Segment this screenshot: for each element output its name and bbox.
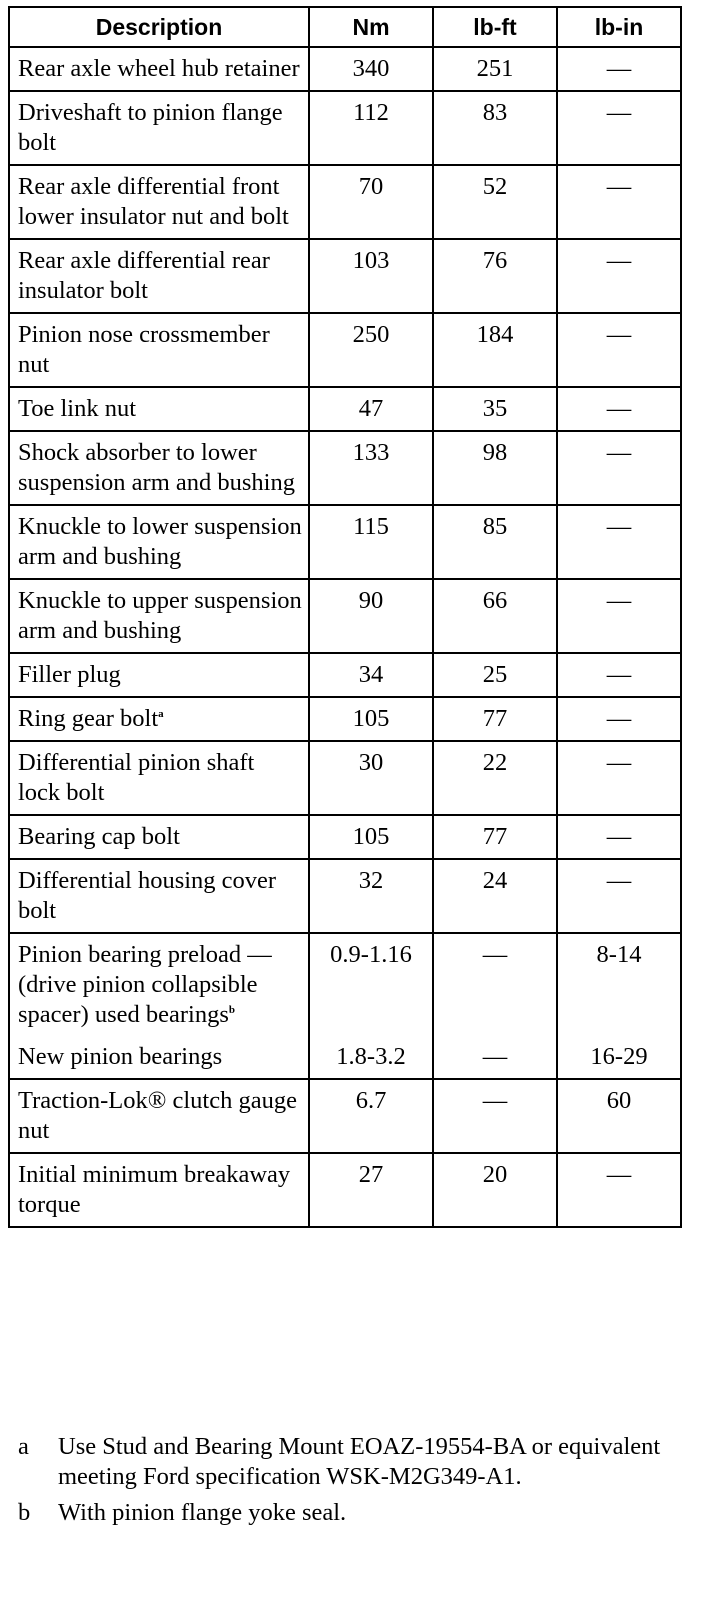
cell-nm: 90 bbox=[309, 579, 433, 653]
table-row bbox=[9, 313, 681, 387]
cell-lbft: 76 bbox=[433, 239, 557, 313]
cell-lbin: — bbox=[557, 313, 681, 387]
cell-nm: 70 bbox=[309, 165, 433, 239]
cell-description: Rear axle wheel hub retainer bbox=[9, 47, 309, 91]
cell-lbin: — bbox=[557, 387, 681, 431]
cell-nm: 105 bbox=[309, 815, 433, 859]
cell-nm: 250 bbox=[309, 313, 433, 387]
table-row bbox=[9, 741, 681, 815]
cell-lbft: 25 bbox=[433, 653, 557, 697]
torque-spec-table bbox=[8, 6, 682, 1228]
table-row bbox=[9, 697, 681, 741]
cell-lbft: 22 bbox=[433, 741, 557, 815]
cell-lbft: 35 bbox=[433, 387, 557, 431]
cell-lbin: — bbox=[557, 505, 681, 579]
header-nm: Nm bbox=[309, 7, 433, 47]
header-lbft: lb-ft bbox=[433, 7, 557, 47]
footnote-a bbox=[18, 1432, 668, 1492]
header-description: Description bbox=[9, 7, 309, 47]
cell-nm: 340 bbox=[309, 47, 433, 91]
footnotes bbox=[18, 1432, 668, 1534]
table-row bbox=[9, 1079, 681, 1153]
table-row bbox=[9, 91, 681, 165]
description-text: Ring gear bolt bbox=[18, 705, 159, 732]
cell-description: Driveshaft to pinion flange bolt bbox=[9, 91, 309, 165]
cell-lbft: 184 bbox=[433, 313, 557, 387]
cell-nm: 27 bbox=[309, 1153, 433, 1227]
footnote-mark: a bbox=[18, 1433, 29, 1460]
table-row bbox=[9, 815, 681, 859]
cell-lbft: 77 bbox=[433, 697, 557, 741]
cell-description: Toe link nut bbox=[9, 387, 309, 431]
cell-lbin: 8-14 bbox=[557, 933, 681, 1040]
footnote-text: With pinion flange yoke seal. bbox=[58, 1499, 347, 1526]
table-row bbox=[9, 431, 681, 505]
cell-description: Differential housing cover bolt bbox=[9, 859, 309, 933]
cell-nm: 133 bbox=[309, 431, 433, 505]
cell-lbft: — bbox=[433, 933, 557, 1040]
cell-description bbox=[9, 933, 309, 1040]
cell-lbin: — bbox=[557, 815, 681, 859]
table-row bbox=[9, 1153, 681, 1227]
cell-description: Filler plug bbox=[9, 653, 309, 697]
cell-lbft: — bbox=[433, 1040, 557, 1079]
cell-lbft: — bbox=[433, 1079, 557, 1153]
cell-description: Knuckle to upper suspension arm and bushing bbox=[9, 579, 309, 653]
cell-lbft: 83 bbox=[433, 91, 557, 165]
table-row bbox=[9, 933, 681, 1040]
cell-lbft: 20 bbox=[433, 1153, 557, 1227]
cell-lbin: — bbox=[557, 741, 681, 815]
cell-lbin: — bbox=[557, 239, 681, 313]
cell-nm: 34 bbox=[309, 653, 433, 697]
cell-lbin: 60 bbox=[557, 1079, 681, 1153]
table-row bbox=[9, 505, 681, 579]
cell-description: Bearing cap bolt bbox=[9, 815, 309, 859]
cell-description: Knuckle to lower suspension arm and bushing bbox=[9, 505, 309, 579]
cell-lbin: — bbox=[557, 859, 681, 933]
cell-lbin: — bbox=[557, 91, 681, 165]
table-row bbox=[9, 47, 681, 91]
cell-description: Rear axle differential rear insulator bolt bbox=[9, 239, 309, 313]
description-text: Pinion bearing preload — (drive pinion collapsible spacer) used bearings bbox=[18, 941, 272, 1028]
table-row bbox=[9, 387, 681, 431]
cell-lbin: — bbox=[557, 697, 681, 741]
cell-nm: 47 bbox=[309, 387, 433, 431]
cell-description: Traction-Lok® clutch gauge nut bbox=[9, 1079, 309, 1153]
cell-description: New pinion bearings bbox=[9, 1040, 309, 1079]
cell-lbin: — bbox=[557, 579, 681, 653]
table-row bbox=[9, 579, 681, 653]
cell-lbft: 98 bbox=[433, 431, 557, 505]
cell-lbin: 16-29 bbox=[557, 1040, 681, 1079]
cell-description: Pinion nose crossmember nut bbox=[9, 313, 309, 387]
table-row bbox=[9, 859, 681, 933]
cell-lbft: 52 bbox=[433, 165, 557, 239]
cell-lbft: 24 bbox=[433, 859, 557, 933]
cell-lbft: 85 bbox=[433, 505, 557, 579]
header-lbin: lb-in bbox=[557, 7, 681, 47]
footnote-marker: a bbox=[158, 708, 164, 720]
table-row bbox=[9, 1040, 681, 1079]
footnote-text: Use Stud and Bearing Mount EOAZ-19554-BA or equivalent meeting Ford specification WSK-M2G349-A1. bbox=[58, 1433, 661, 1490]
cell-lbin: — bbox=[557, 1153, 681, 1227]
cell-description: Rear axle differential front lower insulator nut and bolt bbox=[9, 165, 309, 239]
cell-nm: 30 bbox=[309, 741, 433, 815]
table-row bbox=[9, 653, 681, 697]
cell-description bbox=[9, 697, 309, 741]
footnote-mark: b bbox=[18, 1499, 31, 1526]
cell-nm: 112 bbox=[309, 91, 433, 165]
cell-lbin: — bbox=[557, 653, 681, 697]
cell-lbft: 251 bbox=[433, 47, 557, 91]
cell-nm: 115 bbox=[309, 505, 433, 579]
cell-nm: 1.8-3.2 bbox=[309, 1040, 433, 1079]
cell-description: Differential pinion shaft lock bolt bbox=[9, 741, 309, 815]
table-header-row bbox=[9, 7, 681, 47]
footnote-marker: b bbox=[228, 1004, 236, 1016]
cell-lbin: — bbox=[557, 165, 681, 239]
cell-description: Shock absorber to lower suspension arm and bushing bbox=[9, 431, 309, 505]
table-row bbox=[9, 165, 681, 239]
cell-nm: 105 bbox=[309, 697, 433, 741]
cell-description: Initial minimum breakaway torque bbox=[9, 1153, 309, 1227]
cell-nm: 32 bbox=[309, 859, 433, 933]
cell-lbin: — bbox=[557, 47, 681, 91]
cell-lbft: 77 bbox=[433, 815, 557, 859]
cell-nm: 0.9-1.16 bbox=[309, 933, 433, 1040]
footnote-b bbox=[18, 1498, 668, 1528]
table-row bbox=[9, 239, 681, 313]
cell-nm: 6.7 bbox=[309, 1079, 433, 1153]
cell-lbft: 66 bbox=[433, 579, 557, 653]
cell-lbin: — bbox=[557, 431, 681, 505]
cell-nm: 103 bbox=[309, 239, 433, 313]
